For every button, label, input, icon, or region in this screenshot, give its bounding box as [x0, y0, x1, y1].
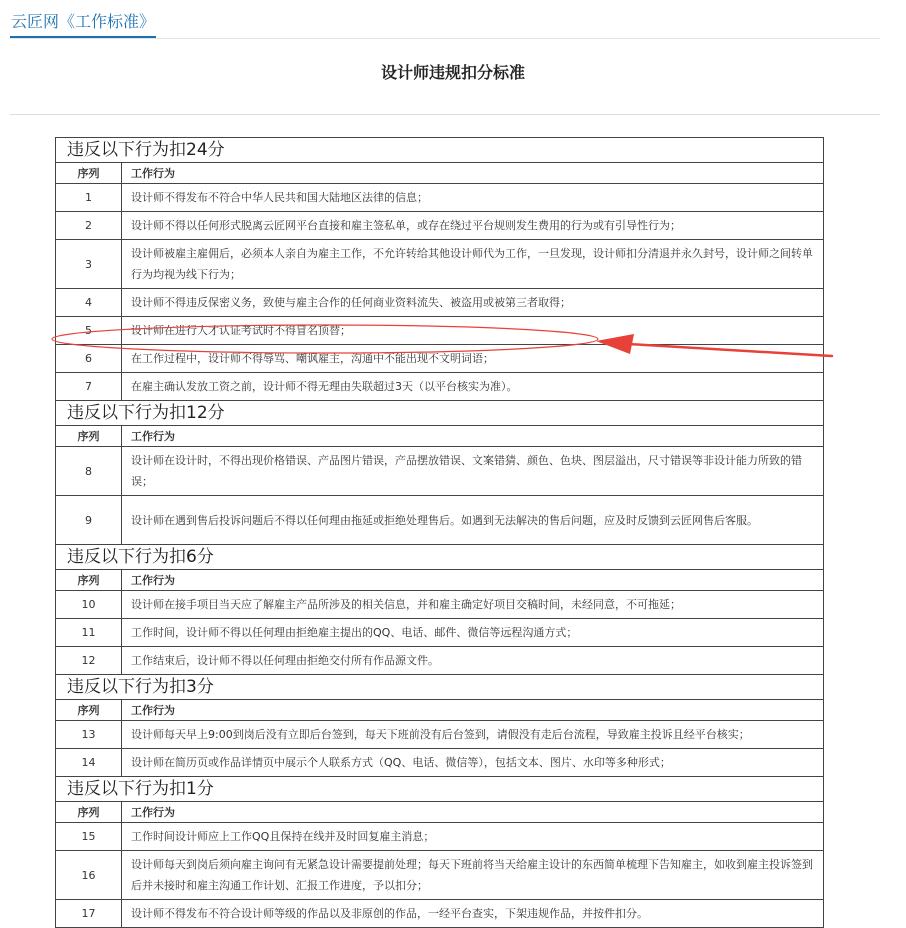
row-index: 11	[56, 619, 122, 647]
section-title: 违反以下行为扣24分	[56, 138, 824, 163]
table-row	[56, 619, 824, 647]
table-row	[56, 184, 824, 212]
row-index: 1	[56, 184, 122, 212]
column-header-row	[56, 163, 824, 184]
row-behavior-text: 设计师被雇主雇佣后，必须本人亲自为雇主工作，不允许转给其他设计师代为工作，一旦发现，设计师扣分清退并永久封号，设计师之间转单行为均视为线下行为；	[122, 240, 824, 289]
top-bar	[10, 0, 880, 39]
row-index: 16	[56, 851, 122, 900]
table-row	[56, 373, 824, 401]
row-behavior-text: 设计师在进行人才认证考试时不得冒名顶替；	[122, 317, 824, 345]
column-header-behavior: 工作行为	[122, 700, 824, 721]
table-row	[56, 721, 824, 749]
column-header-index: 序列	[56, 426, 122, 447]
column-header-behavior: 工作行为	[122, 426, 824, 447]
row-behavior-text: 设计师每天到岗后须向雇主询问有无紧急设计需要提前处理；每天下班前将当天给雇主设计的东西简单梳理下告知雇主，如收到雇主投诉签到后并未接时和雇主沟通工作计划、汇报工作进度，予以扣分；	[122, 851, 824, 900]
table-row	[56, 900, 824, 928]
row-index: 8	[56, 447, 122, 496]
table-row	[56, 749, 824, 777]
row-behavior-text: 设计师不得以任何形式脱离云匠网平台直接和雇主签私单，或存在绕过平台规则发生费用的行为或有引导性行为；	[122, 212, 824, 240]
row-index: 12	[56, 647, 122, 675]
section-title-row	[56, 777, 824, 802]
breadcrumb[interactable]: 云匠网《工作标准》	[10, 7, 156, 38]
section-title-row	[56, 401, 824, 426]
table-row	[56, 317, 824, 345]
column-header-behavior: 工作行为	[122, 163, 824, 184]
section-title-row	[56, 675, 824, 700]
column-header-behavior: 工作行为	[122, 802, 824, 823]
row-index: 5	[56, 317, 122, 345]
row-index: 7	[56, 373, 122, 401]
row-behavior-text: 工作时间设计师应上工作QQ且保持在线并及时回复雇主消息；	[122, 823, 824, 851]
row-behavior-text: 工作结束后，设计师不得以任何理由拒绝交付所有作品源文件。	[122, 647, 824, 675]
page-title: 设计师违规扣分标准	[380, 63, 525, 82]
section-title: 违反以下行为扣3分	[56, 675, 824, 700]
table-row	[56, 447, 824, 496]
row-behavior-text: 设计师在接手项目当天应了解雇主产品所涉及的相关信息，并和雇主确定好项目交稿时间，未经同意，不可拖延；	[122, 591, 824, 619]
row-index: 6	[56, 345, 122, 373]
column-header-index: 序列	[56, 570, 122, 591]
row-index: 3	[56, 240, 122, 289]
column-header-index: 序列	[56, 700, 122, 721]
table-row	[56, 345, 824, 373]
row-behavior-text: 设计师在遇到售后投诉问题后不得以任何理由拖延或拒绝处理售后。如遇到无法解决的售后问题，应及时反馈到云匠网售后客服。	[122, 496, 824, 545]
section-title: 违反以下行为扣12分	[56, 401, 824, 426]
table-row	[56, 591, 824, 619]
row-index: 15	[56, 823, 122, 851]
row-behavior-text: 设计师不得发布不符合设计师等级的作品以及非原创的作品，一经平台查实，下架违规作品，并按件扣分。	[122, 900, 824, 928]
title-divider	[10, 114, 880, 115]
row-behavior-text: 设计师不得违反保密义务，致使与雇主合作的任何商业资料流失、被盗用或被第三者取得；	[122, 289, 824, 317]
table-row	[56, 823, 824, 851]
row-index: 17	[56, 900, 122, 928]
column-header-row	[56, 700, 824, 721]
row-index: 14	[56, 749, 122, 777]
section-title-row	[56, 138, 824, 163]
row-index: 10	[56, 591, 122, 619]
column-header-index: 序列	[56, 802, 122, 823]
row-behavior-text: 设计师在设计时，不得出现价格错误、产品图片错误，产品摆放错误、文案错猜、颜色、色块、图层溢出，尺寸错误等非设计能力所致的错误；	[122, 447, 824, 496]
table-row	[56, 647, 824, 675]
row-behavior-text: 在工作过程中，设计师不得辱骂、嘲讽雇主，沟通中不能出现不文明词语；	[122, 345, 824, 373]
table-row	[56, 496, 824, 545]
row-index: 13	[56, 721, 122, 749]
column-header-row	[56, 570, 824, 591]
row-behavior-text: 设计师每天早上9:00到岗后没有立即后台签到，每天下班前没有后台签到，请假没有走后台流程，导致雇主投诉且经平台核实；	[122, 721, 824, 749]
row-index: 2	[56, 212, 122, 240]
section-title-row	[56, 545, 824, 570]
row-behavior-text: 设计师在简历页或作品详情页中展示个人联系方式（QQ、电话、微信等），包括文本、图片、水印等多种形式；	[122, 749, 824, 777]
row-behavior-text: 工作时间，设计师不得以任何理由拒绝雇主提出的QQ、电话、邮件、微信等远程沟通方式；	[122, 619, 824, 647]
row-index: 4	[56, 289, 122, 317]
table-row	[56, 851, 824, 900]
table-row	[56, 289, 824, 317]
row-behavior-text: 设计师不得发布不符合中华人民共和国大陆地区法律的信息；	[122, 184, 824, 212]
row-behavior-text: 在雇主确认发放工资之前，设计师不得无理由失联超过3天（以平台核实为准）。	[122, 373, 824, 401]
column-header-behavior: 工作行为	[122, 570, 824, 591]
table-row	[56, 240, 824, 289]
row-index: 9	[56, 496, 122, 545]
table-row	[56, 212, 824, 240]
section-title: 违反以下行为扣6分	[56, 545, 824, 570]
column-header-row	[56, 802, 824, 823]
penalty-standards-table	[55, 137, 824, 928]
section-title: 违反以下行为扣1分	[56, 777, 824, 802]
column-header-row	[56, 426, 824, 447]
column-header-index: 序列	[56, 163, 122, 184]
